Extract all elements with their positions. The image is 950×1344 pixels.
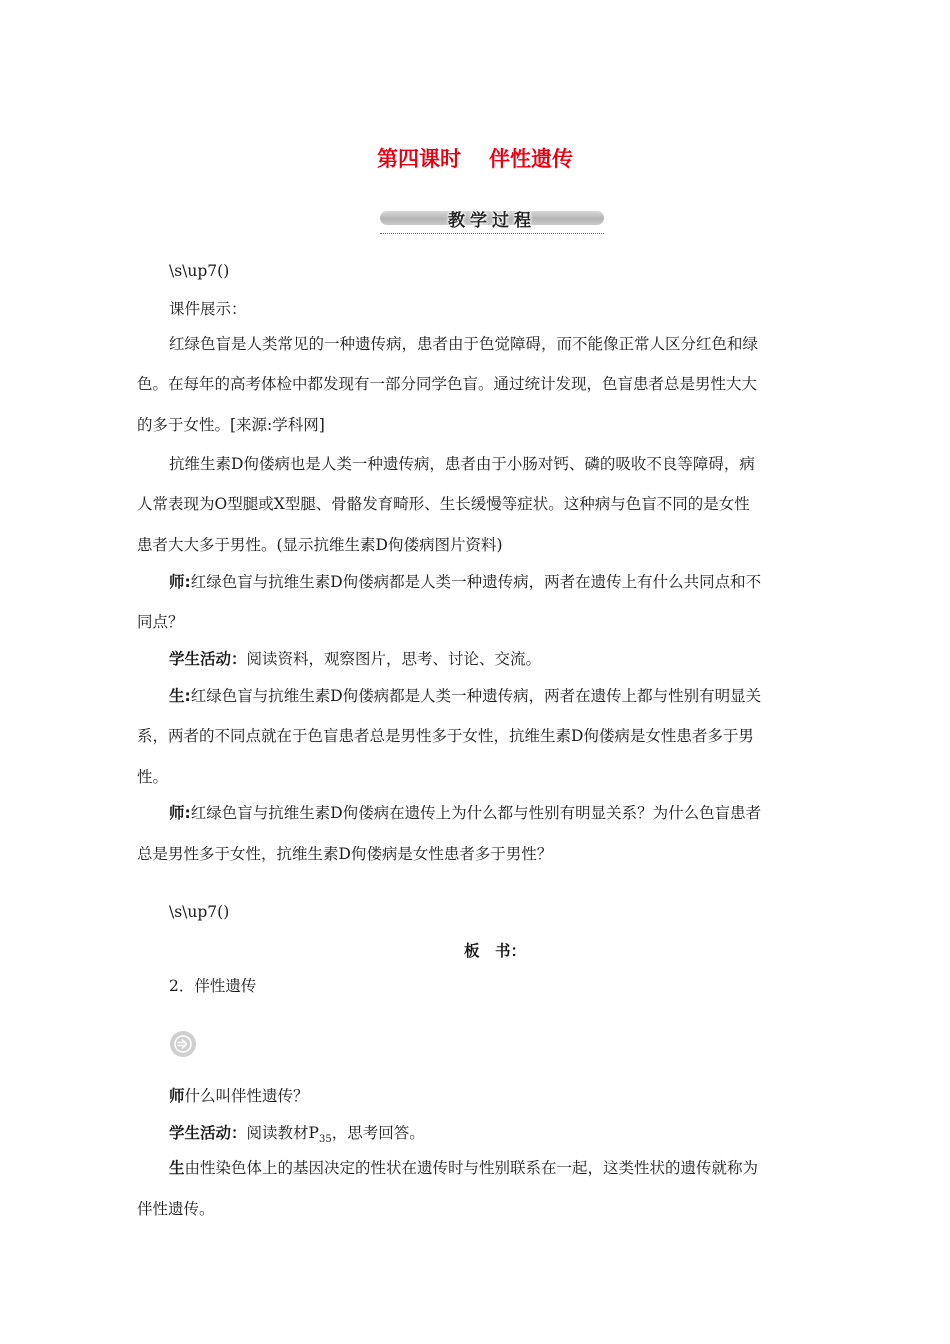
line-text: ，思考回答。 bbox=[331, 1124, 425, 1142]
text-line bbox=[169, 1121, 849, 1145]
line-text: 由性染色体上的基因决定的性状在遗传时与性别联系在一起，这类性状的遗传就称为 bbox=[184, 1159, 759, 1177]
text-line: 课件展示： bbox=[169, 300, 247, 318]
speaker-label: 生 bbox=[169, 1159, 185, 1177]
speaker-label: 师 bbox=[169, 1087, 185, 1105]
text-line bbox=[169, 1156, 849, 1178]
line-text: 红绿色盲与抗维生素D佝偻病都是人类一种遗传病，两者在遗传上有什么共同点和不 bbox=[190, 573, 762, 591]
text-line: \s\up7() bbox=[169, 903, 230, 921]
lesson-title bbox=[0, 143, 950, 173]
title-part-1: 第四课时 bbox=[377, 147, 461, 171]
text-line: 抗维生素D佝偻病也是人类一种遗传病，患者由于小肠对钙、磷的吸收不良等障碍，病 bbox=[169, 455, 755, 473]
text-line bbox=[169, 801, 849, 823]
text-line bbox=[169, 570, 849, 592]
line-text: 阅读资料，观察图片，思考、讨论、交流。 bbox=[246, 650, 542, 668]
line-text: 红绿色盲与抗维生素D佝偻病在遗传上为什么都与性别有明显关系？为什么色盲患者 bbox=[190, 804, 762, 822]
board-heading: 板 书： bbox=[463, 942, 526, 960]
speaker-label: 学生活动： bbox=[169, 650, 247, 668]
speaker-label: 师: bbox=[169, 573, 191, 591]
text-line: 2．伴性遗传 bbox=[169, 977, 257, 995]
text-line bbox=[169, 647, 849, 669]
line-text: 红绿色盲与抗维生素D佝偻病都是人类一种遗传病，两者在遗传上都与性别有明显关 bbox=[190, 687, 762, 705]
text-line: \s\up7() bbox=[169, 262, 230, 280]
banner-underline bbox=[380, 233, 604, 234]
banner-label: 教学过程 bbox=[448, 211, 536, 231]
text-line: 的多于女性。[来源:学科网] bbox=[137, 416, 325, 434]
text-line bbox=[169, 684, 849, 706]
text-line: 人常表现为O型腿或X型腿、骨骼发育畸形、生长缓慢等症状。这种病与色盲不同的是女性 bbox=[137, 495, 750, 513]
text-line: 伴性遗传。 bbox=[137, 1200, 215, 1218]
text-line: 红绿色盲是人类常见的一种遗传病，患者由于色觉障碍，而不能像正常人区分红色和绿 bbox=[169, 335, 759, 353]
line-text: 阅读教材P bbox=[246, 1124, 319, 1142]
speaker-label: 学生活动： bbox=[169, 1124, 247, 1142]
speaker-label: 师: bbox=[169, 804, 191, 822]
line-text: 什么叫伴性遗传？ bbox=[184, 1087, 309, 1105]
text-line: 性。 bbox=[137, 768, 169, 786]
text-line: 同点？ bbox=[137, 613, 184, 631]
text-line: 系，两者的不同点就在于色盲患者总是男性多于女性，抗维生素D佝偻病是女性患者多于男 bbox=[137, 727, 754, 745]
section-banner bbox=[380, 206, 604, 230]
text-line bbox=[169, 1084, 849, 1106]
text-line: 总是男性多于女性，抗维生素D佝偻病是女性患者多于男性？ bbox=[137, 845, 553, 863]
text-line: 患者大大多于男性。(显示抗维生素D佝偻病图片资料) bbox=[137, 536, 503, 554]
text-line: 色。在每年的高考体检中都发现有一部分同学色盲。通过统计发现，色盲患者总是男性大大 bbox=[137, 375, 758, 393]
speaker-label: 生: bbox=[169, 687, 191, 705]
page-subscript: 35 bbox=[318, 1134, 332, 1146]
title-part-2: 伴性遗传 bbox=[489, 147, 573, 171]
arrow-right-circle-icon bbox=[170, 1031, 196, 1057]
